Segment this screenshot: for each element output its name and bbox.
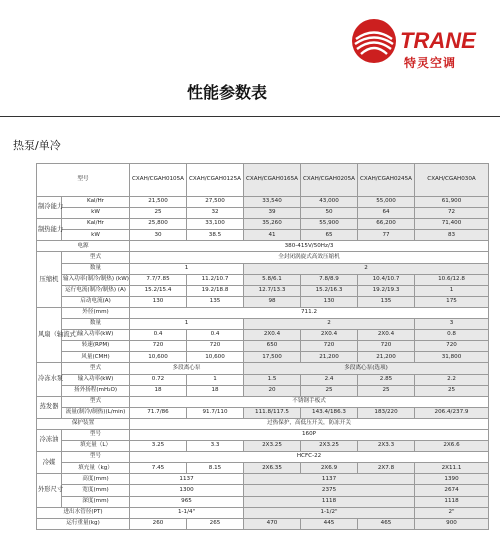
value-cell: 1 — [415, 285, 489, 296]
table-row — [37, 363, 489, 374]
value-cell: 41 — [244, 230, 301, 241]
value-cell: 7.7/7.85 — [130, 274, 187, 285]
value-cell: 2674 — [415, 485, 489, 496]
table-row — [37, 319, 489, 330]
value-cell: 2 — [244, 263, 489, 274]
value-cell: 25 — [415, 385, 489, 396]
value-cell: 5.8/6.1 — [244, 274, 301, 285]
table-row — [37, 407, 489, 418]
value-cell: 130 — [130, 296, 187, 307]
value-cell: HCFC-22 — [130, 452, 489, 463]
value-cell: 55,900 — [301, 219, 358, 230]
parameter-label: 型式 — [62, 252, 130, 263]
parameter-label: 数量 — [62, 263, 130, 274]
value-cell: 135 — [358, 296, 415, 307]
parameter-label: 型式 — [62, 363, 130, 374]
value-cell: 25 — [130, 208, 187, 219]
value-cell: 15.2/16.3 — [301, 285, 358, 296]
value-cell: 0.4 — [187, 330, 244, 341]
table-row — [37, 197, 489, 208]
table-row — [37, 285, 489, 296]
value-cell: 20 — [244, 385, 301, 396]
parameter-label: 风量(CMH) — [62, 352, 130, 363]
value-cell: 2X3.25 — [244, 441, 301, 452]
value-cell: 83 — [415, 230, 489, 241]
value-cell: 1118 — [244, 496, 415, 507]
parameter-label: Kal/Hr — [62, 197, 130, 208]
table-row — [37, 441, 489, 452]
value-cell: 720 — [130, 341, 187, 352]
value-cell: 33,540 — [244, 197, 301, 208]
value-cell: 61,900 — [415, 197, 489, 208]
value-cell: 2.85 — [358, 374, 415, 385]
page-title: 性能参数表 — [187, 83, 268, 102]
table-row — [37, 496, 489, 507]
value-cell: 2X6.35 — [244, 463, 301, 474]
value-cell: 1390 — [415, 474, 489, 485]
table-row — [37, 296, 489, 307]
value-cell: 965 — [130, 496, 244, 507]
table-row — [37, 252, 489, 263]
value-cell: 10.4/10.7 — [358, 274, 415, 285]
value-cell: 18 — [187, 385, 244, 396]
value-cell: 2X3.25 — [301, 441, 358, 452]
value-cell: 160P — [130, 429, 489, 440]
value-cell: 38.5 — [187, 230, 244, 241]
category-label: 蒸发器 — [37, 396, 62, 418]
brand-name: TRANE — [400, 28, 476, 53]
parameter-label: 填充量（L） — [62, 441, 130, 452]
value-cell: 1 — [130, 319, 244, 330]
value-cell: 1137 — [130, 474, 244, 485]
value-cell: 206.4/237.9 — [415, 407, 489, 418]
category-label: 冷媒 — [37, 452, 62, 474]
spec-table — [36, 163, 489, 530]
table-row — [37, 418, 489, 429]
model-column-header: CXAH/CGAH0165A — [244, 164, 301, 197]
value-cell: 71.7/86 — [130, 407, 187, 418]
value-cell: 1300 — [130, 485, 244, 496]
value-cell: 30 — [130, 230, 187, 241]
value-cell: 900 — [415, 518, 489, 529]
value-cell: 15.2/15.4 — [130, 285, 187, 296]
value-cell: 50 — [301, 208, 358, 219]
table-row — [37, 241, 489, 252]
value-cell: 720 — [187, 341, 244, 352]
value-cell: 32 — [187, 208, 244, 219]
parameter-label: 型式 — [62, 396, 130, 407]
table-row — [37, 385, 489, 396]
value-cell: 1-1/2" — [244, 507, 415, 518]
table-row — [37, 263, 489, 274]
parameter-label: 外径(mm) — [62, 307, 130, 318]
table-row — [37, 341, 489, 352]
value-cell: 2 — [244, 319, 415, 330]
parameter-label: 转速(RPM) — [62, 341, 130, 352]
value-cell: 720 — [301, 341, 358, 352]
value-cell: 12.7/13.3 — [244, 285, 301, 296]
table-row — [37, 429, 489, 440]
value-cell: 25 — [358, 385, 415, 396]
value-cell: 91.7/110 — [187, 407, 244, 418]
value-cell: 720 — [415, 341, 489, 352]
value-cell: 72 — [415, 208, 489, 219]
value-cell: 1-1/4" — [130, 507, 244, 518]
value-cell: 2X6.6 — [415, 441, 489, 452]
value-cell: 265 — [187, 518, 244, 529]
value-cell: 0.72 — [130, 374, 187, 385]
value-cell: 25,800 — [130, 219, 187, 230]
value-cell: 55,000 — [358, 197, 415, 208]
parameter-label: 扬外扬程(mH₂O) — [62, 385, 130, 396]
value-cell: 1.5 — [244, 374, 301, 385]
value-cell: 10,600 — [187, 352, 244, 363]
parameter-label: 深度(mm) — [62, 496, 130, 507]
section-title: 热泵/单冷 — [13, 139, 61, 152]
category-label: 外形尺寸 — [37, 474, 62, 507]
value-cell: 175 — [415, 296, 489, 307]
model-column-header: CXAH/CGAH0125A — [187, 164, 244, 197]
table-row — [37, 518, 489, 529]
parameter-label: kW — [62, 208, 130, 219]
table-row — [37, 485, 489, 496]
value-cell: 650 — [244, 341, 301, 352]
table-row — [37, 374, 489, 385]
value-cell: 10.6/12.8 — [415, 274, 489, 285]
value-cell: 2X0.4 — [301, 330, 358, 341]
value-cell: 64 — [358, 208, 415, 219]
value-cell: 2X7.8 — [358, 463, 415, 474]
category-label: 冷冻水泵 — [37, 363, 62, 396]
value-cell: 21,200 — [358, 352, 415, 363]
parameter-label: 宽度(mm) — [62, 485, 130, 496]
row-label: 保护装置 — [37, 418, 130, 429]
value-cell: 过热保护，高低压开关，防冻开关 — [130, 418, 489, 429]
value-cell: 27,500 — [187, 197, 244, 208]
value-cell: 143.4/186.3 — [301, 407, 358, 418]
model-column-header: CXAH/CGAH0205A — [301, 164, 358, 197]
table-row — [37, 352, 489, 363]
row-label: 电源 — [37, 241, 130, 252]
value-cell: 1137 — [244, 474, 415, 485]
value-cell: 31,800 — [415, 352, 489, 363]
value-cell: 7.8/8.9 — [301, 274, 358, 285]
table-row — [37, 474, 489, 485]
value-cell: 19.2/19.3 — [358, 285, 415, 296]
parameter-label: 运行电流(制冷/制热) (A) — [62, 285, 130, 296]
value-cell: 1 — [187, 374, 244, 385]
parameter-label: 输入功率(kW) — [62, 330, 130, 341]
value-cell: 11.2/10.7 — [187, 274, 244, 285]
parameter-label: 型号 — [62, 429, 130, 440]
model-column-header: CXAH/CGAH030A — [415, 164, 489, 197]
value-cell: 2.4 — [301, 374, 358, 385]
category-label: 制冷能力 — [37, 197, 62, 219]
value-cell: 19.2/18.8 — [187, 285, 244, 296]
category-label: 冷冻油 — [37, 429, 62, 451]
value-cell: 65 — [301, 230, 358, 241]
value-cell: 18 — [130, 385, 187, 396]
value-cell: 260 — [130, 518, 187, 529]
category-label: 风扇（轴流式） — [37, 307, 62, 362]
value-cell: 711.2 — [130, 307, 489, 318]
table-row — [37, 396, 489, 407]
parameter-label: 输入功率(kW) — [62, 374, 130, 385]
value-cell: 2X6.9 — [301, 463, 358, 474]
parameter-label: 高度(mm) — [62, 474, 130, 485]
table-row — [37, 330, 489, 341]
value-cell: 全封闭涡旋式高效压缩机 — [130, 252, 489, 263]
table-row — [37, 452, 489, 463]
value-cell: 98 — [244, 296, 301, 307]
value-cell: 135 — [187, 296, 244, 307]
value-cell: 71,400 — [415, 219, 489, 230]
parameter-label: kW — [62, 230, 130, 241]
row-label: 进出水管径(PT) — [37, 507, 130, 518]
value-cell: 720 — [358, 341, 415, 352]
parameter-label: 数量 — [62, 319, 130, 330]
model-column-header: CXAH/CGAH0245A — [358, 164, 415, 197]
parameter-label: Kal/Hr — [62, 219, 130, 230]
model-header-label: 型号 — [37, 164, 130, 197]
row-label: 运行重量(kg) — [37, 518, 130, 529]
value-cell: 2X3.3 — [358, 441, 415, 452]
value-cell: 130 — [301, 296, 358, 307]
value-cell: 33,100 — [187, 219, 244, 230]
value-cell: 2X0.4 — [358, 330, 415, 341]
table-row — [37, 463, 489, 474]
title-divider — [0, 116, 500, 117]
value-cell: 2X0.4 — [244, 330, 301, 341]
value-cell: 380-415V/50Hz/3 — [130, 241, 489, 252]
value-cell: 77 — [358, 230, 415, 241]
value-cell: 3 — [415, 319, 489, 330]
value-cell: 2.2 — [415, 374, 489, 385]
value-cell: 25 — [301, 385, 358, 396]
parameter-label: 启动电流(A) — [62, 296, 130, 307]
table-row — [37, 274, 489, 285]
table-row — [37, 507, 489, 518]
parameter-label: 流量(制冷/制热)(L/min) — [62, 407, 130, 418]
value-cell: 2" — [415, 507, 489, 518]
value-cell: 多段离心泵 — [130, 363, 244, 374]
category-label: 压缩机 — [37, 252, 62, 307]
value-cell: 39 — [244, 208, 301, 219]
parameter-label: 填充量（kg） — [62, 463, 130, 474]
trane-swirl-icon — [351, 18, 397, 64]
table-row — [37, 230, 489, 241]
value-cell: 21,200 — [301, 352, 358, 363]
header-row — [37, 164, 489, 197]
value-cell: 3.3 — [187, 441, 244, 452]
value-cell: 445 — [301, 518, 358, 529]
value-cell: 66,200 — [358, 219, 415, 230]
value-cell: 17,500 — [244, 352, 301, 363]
value-cell: 0.4 — [130, 330, 187, 341]
value-cell: 2X11.1 — [415, 463, 489, 474]
value-cell: 1 — [130, 263, 244, 274]
value-cell: 21,500 — [130, 197, 187, 208]
value-cell: 0.8 — [415, 330, 489, 341]
model-column-header: CXAH/CGAH0105A — [130, 164, 187, 197]
value-cell: 183/220 — [358, 407, 415, 418]
value-cell: 8.15 — [187, 463, 244, 474]
value-cell: 111.8/117.5 — [244, 407, 301, 418]
parameter-label: 型号 — [62, 452, 130, 463]
trane-logo — [351, 18, 491, 70]
value-cell: 465 — [358, 518, 415, 529]
value-cell: 7.45 — [130, 463, 187, 474]
table-row — [37, 219, 489, 230]
value-cell: 不锈钢手板式 — [130, 396, 489, 407]
value-cell: 10,600 — [130, 352, 187, 363]
value-cell: 470 — [244, 518, 301, 529]
value-cell: 43,000 — [301, 197, 358, 208]
value-cell: 2375 — [244, 485, 415, 496]
category-label: 制热能力 — [37, 219, 62, 241]
table-row — [37, 307, 489, 318]
value-cell: 多段离心泵(选项) — [244, 363, 489, 374]
value-cell: 35,260 — [244, 219, 301, 230]
parameter-label: 输入功率(制冷/制热) (kW) — [62, 274, 130, 285]
value-cell: 3.25 — [130, 441, 187, 452]
brand-subtitle: 特灵空调 — [404, 56, 457, 70]
table-row — [37, 208, 489, 219]
value-cell: 1118 — [415, 496, 489, 507]
